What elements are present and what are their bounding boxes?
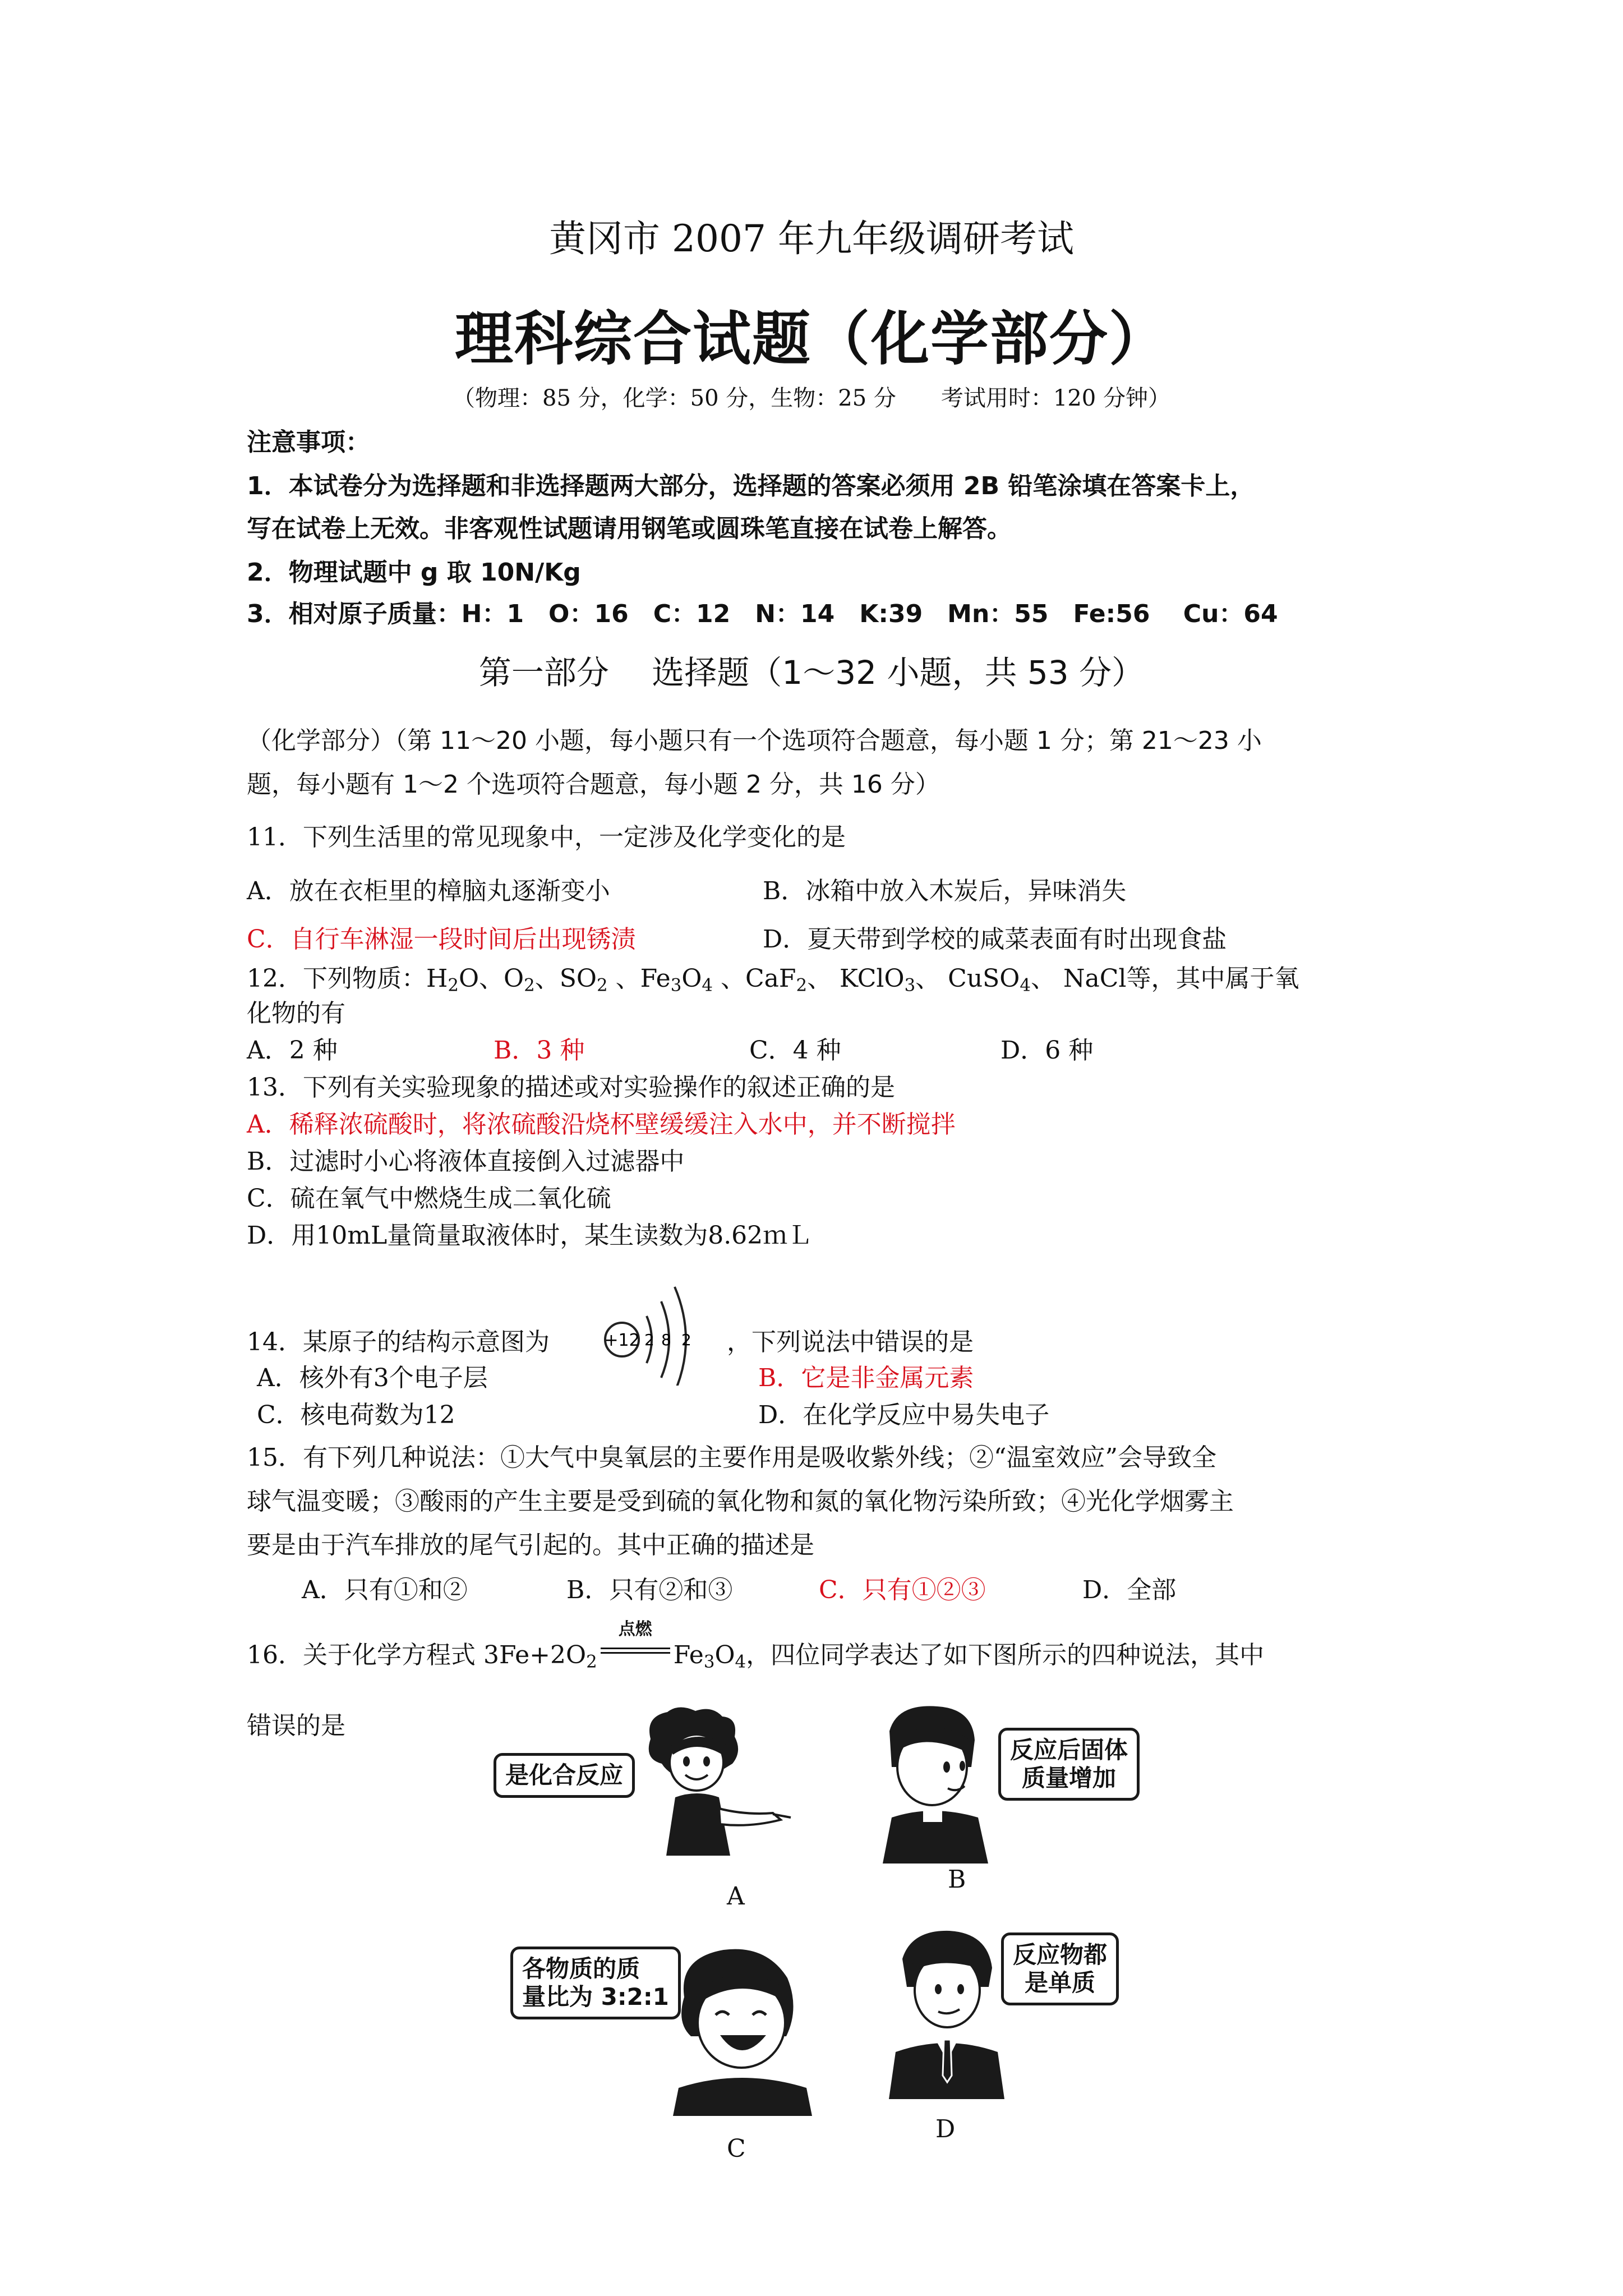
- student-d-speech-bubble: [1001, 1932, 1119, 2005]
- atom-structure-diagram: [603, 1273, 709, 1386]
- student-b-label: B: [948, 1865, 966, 1894]
- q16-stem-prefix: 16．关于化学方程式 3Fe+2O: [247, 1641, 587, 1669]
- student-c-speech-bubble: [510, 1947, 681, 2019]
- q16-stem-suffix: ，四位同学表达了如下图所示的四种说法，其中: [746, 1641, 1265, 1669]
- q15-stem-line-1: 15．有下列几种说法：①大气中臭氧层的主要作用是吸收紫外线；②“温室效应”会导致全: [247, 1443, 1216, 1472]
- q14-stem-suffix: ，下列说法中错误的是: [727, 1328, 974, 1356]
- q13-option-b: B．过滤时小心将液体直接倒入过滤器中: [247, 1147, 685, 1176]
- q12-option-b: B．3 种: [494, 1036, 585, 1065]
- q12-stem: 12．下列物质：$H_2O$、$O_2$、$SO_2$ 、$Fe_3O_4$ 、CaF$_2$、 KClO$_3$、 CuSO$_4$、 NaCl等，其中属于氧: [247, 964, 1299, 996]
- q15-stem-line-3: 要是由于汽车排放的尾气引起的。其中正确的描述是: [247, 1531, 814, 1559]
- q15-option-b: B．只有②和③: [566, 1576, 733, 1604]
- q16-stem-line-2: 错误的是: [247, 1711, 345, 1740]
- q11-option-c: C．自行车淋湿一段时间后出现锈渍: [247, 925, 636, 954]
- q11-option-a: A．放在衣柜里的樟脑丸逐渐变小: [247, 877, 610, 905]
- q16-stem: 16．关于化学方程式 $3Fe+2O_2$ 点燃 $Fe_3O_4$，四位同学表达了如下图所示的四种说法，其中: [247, 1635, 1264, 1672]
- notes-heading: 注意事项：: [247, 428, 370, 457]
- student-d-illustration: [878, 1924, 1012, 2104]
- q12-option-c: C．4 种: [749, 1036, 841, 1065]
- q15-option-d: D．全部: [1082, 1576, 1177, 1604]
- student-c-illustration: [662, 1941, 824, 2120]
- note-2: 2．物理试题中 g 取 10N/Kg: [247, 558, 581, 587]
- q14-stem-prefix: 14．某原子的结构示意图为: [247, 1328, 550, 1356]
- student-d-speech-line-2: 是单质: [1025, 1969, 1096, 1996]
- q15-option-c: C．只有①②③: [819, 1576, 986, 1604]
- q13-option-a: A．稀释浓硫酸时，将浓硫酸沿烧杯壁缓缓注入水中，并不断搅拌: [247, 1110, 956, 1139]
- q13-stem: 13．下列有关实验现象的描述或对实验操作的叙述正确的是: [247, 1073, 895, 1102]
- q12-stem-line-2: 化物的有: [247, 999, 345, 1028]
- student-b-speech-line-1: 反应后固体: [1010, 1736, 1128, 1764]
- student-a-label: A: [727, 1882, 745, 1911]
- student-c-label: C: [727, 2134, 746, 2163]
- q13-option-c: C．硫在氧气中燃烧生成二氧化硫: [247, 1184, 611, 1213]
- part-1-intro-line-1: （化学部分）（第 11～20 小题，每小题只有一个选项符合题意，每小题 1 分；第 21～23 小: [247, 726, 1262, 755]
- q12-stem-prefix: 12．下列物质：: [247, 964, 426, 993]
- score-distribution: （物理：85 分，化学：50 分，生物：25 分 考试用时：120 分钟）: [453, 385, 1170, 411]
- exam-subtitle: 理科综合试题（化学部分）: [454, 305, 1168, 373]
- nucleus-charge: +12: [604, 1331, 640, 1350]
- note-1-line-1: 1．本试卷分为选择题和非选择题两大部分，选择题的答案必须用 2B 铅笔涂填在答案卡上，: [247, 472, 1255, 500]
- note-1-line-2: 写在试卷上无效。非客观性试题请用钢笔或圆珠笔直接在试卷上解答。: [247, 514, 1012, 543]
- student-a-illustration: [623, 1705, 836, 1874]
- q14-option-a: A．核外有3个电子层: [257, 1364, 488, 1392]
- shell-2-electrons: 8: [661, 1331, 671, 1349]
- q12-option-d: D．6 种: [1000, 1036, 1094, 1065]
- student-a-speech-bubble: [494, 1753, 635, 1798]
- student-d-speech-line-1: 反应物都: [1013, 1941, 1108, 1968]
- q15-option-a: A．只有①和②: [302, 1576, 468, 1604]
- student-c-speech-line-2: 量比为 3:2:1: [522, 1983, 669, 2010]
- note-3: 3．相对原子质量：H：1 O：16 C：12 N：14 K:39 Mn：55 Fe:56 Cu：64: [247, 600, 1278, 628]
- shell-3-electrons: 2: [681, 1331, 691, 1349]
- q15-stem-line-2: 球气温变暖；③酸雨的产生主要是受到硫的氧化物和氮的氧化物污染所致；④光化学烟雾主: [247, 1487, 1234, 1516]
- student-b-speech-line-2: 质量增加: [1022, 1764, 1117, 1792]
- student-a-speech: 是化合反应: [505, 1761, 624, 1789]
- q14-option-c: C．核电荷数为12: [257, 1401, 455, 1429]
- q13-option-d: D．用10mL量筒量取液体时，某生读数为8.62ｍＬ: [247, 1221, 813, 1250]
- student-b-speech-bubble: [998, 1728, 1140, 1801]
- reaction-condition-arrow: [597, 1619, 674, 1663]
- q14-option-b: B．它是非金属元素: [758, 1364, 974, 1392]
- student-d-label: D: [935, 2115, 956, 2143]
- part-1-intro-line-2: 题，每小题有 1～2 个选项符合题意，每小题 2 分，共 16 分）: [247, 770, 940, 799]
- shell-1-electrons: 2: [644, 1331, 654, 1349]
- q11-option-d: D．夏天带到学校的咸菜表面有时出现食盐: [763, 925, 1227, 954]
- q12-stem-suffix: 等，其中属于氧: [1126, 964, 1299, 993]
- q14-option-d: D．在化学反应中易失电子: [758, 1401, 1050, 1429]
- q12-option-a: A．2 种: [247, 1036, 338, 1065]
- q11-option-b: B．冰箱中放入木炭后，异味消失: [763, 877, 1127, 905]
- q11-stem: 11．下列生活里的常见现象中，一定涉及化学变化的是: [247, 823, 846, 852]
- reaction-condition: 点燃: [618, 1619, 652, 1639]
- exam-title: 黄冈市 2007 年九年级调研考试: [549, 217, 1074, 260]
- part-1-heading: 第一部分 选择题（1～32 小题，共 53 分）: [478, 654, 1145, 692]
- student-c-speech-line-1: 各物质的质: [522, 1955, 640, 1982]
- student-b-illustration: [858, 1700, 1009, 1868]
